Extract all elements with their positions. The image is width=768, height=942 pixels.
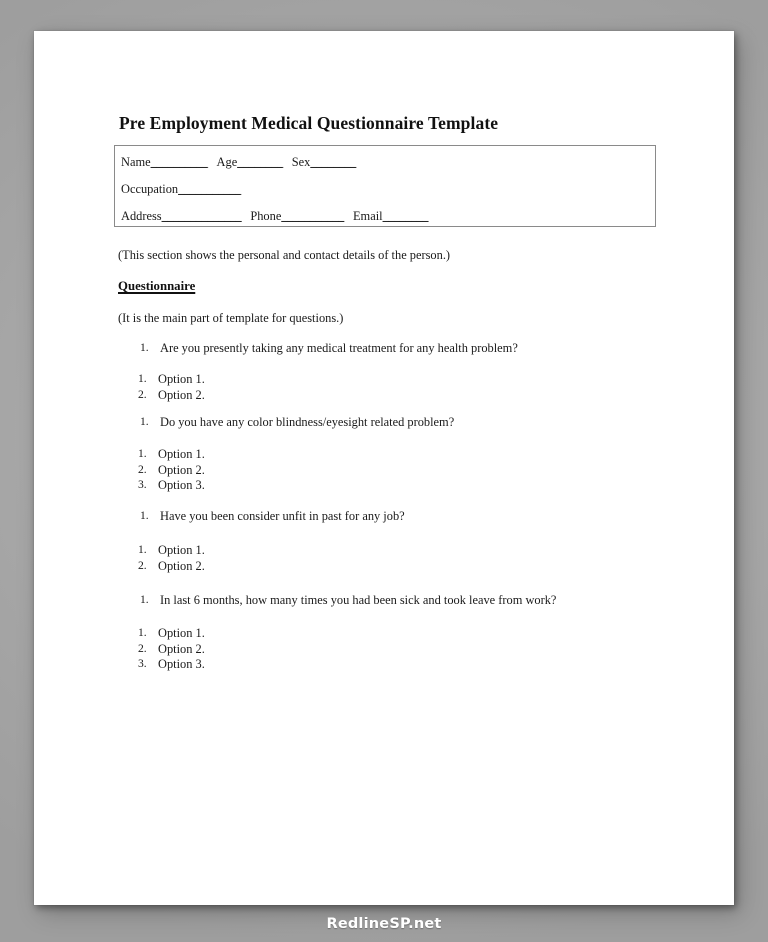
field-label-sex: Sex	[291, 155, 311, 169]
field-blank-age[interactable]: ________	[237, 155, 283, 169]
option-number: 2.	[138, 558, 147, 572]
footer-watermark	[0, 906, 768, 942]
question-number: 1.	[140, 341, 149, 354]
questionnaire-note: (It is the main part of template for questions.)	[118, 311, 344, 325]
option-text[interactable]: Option 2.	[158, 558, 205, 573]
option-number: 3.	[138, 478, 147, 492]
info-row-occupation	[121, 182, 241, 197]
option-text[interactable]: Option 2.	[158, 462, 205, 477]
option-number: 1.	[138, 447, 147, 460]
option-text[interactable]: Option 1.	[158, 543, 205, 557]
option-number: 2.	[138, 641, 147, 655]
option-number: 2.	[138, 387, 147, 401]
field-blank-phone[interactable]: ___________	[281, 209, 344, 223]
question-text: Do you have any color blindness/eyesight related problem?	[160, 415, 455, 429]
personal-details-note: (This section shows the personal and contact details of the person.)	[118, 248, 451, 262]
field-blank-name[interactable]: __________	[150, 155, 208, 169]
question-text: Are you presently taking any medical treatment for any health problem?	[160, 341, 518, 355]
field-blank-sex[interactable]: ________	[310, 155, 356, 169]
section-heading-questionnaire: Questionnaire	[118, 279, 196, 293]
question-number: 1.	[140, 593, 149, 606]
option-number: 1.	[138, 543, 147, 556]
option-text[interactable]: Option 1.	[158, 447, 205, 461]
watermark-label: RedlineSP.net	[326, 916, 442, 932]
question-text: Have you been consider unfit in past for any job?	[160, 509, 405, 523]
document-content	[34, 31, 734, 905]
field-blank-email[interactable]: ________	[382, 209, 429, 223]
option-text[interactable]: Option 3.	[158, 657, 205, 672]
question-number: 1.	[140, 509, 149, 522]
option-number: 2.	[138, 462, 147, 476]
option-number: 1.	[138, 626, 147, 639]
option-number: 1.	[138, 372, 147, 385]
field-label-phone: Phone	[250, 209, 282, 223]
info-row-address-phone-email	[121, 209, 428, 224]
option-text[interactable]: Option 2.	[158, 387, 205, 402]
document-title: Pre Employment Medical Questionnaire Template	[119, 113, 499, 133]
field-label-name: Name	[121, 155, 151, 169]
question-text: In last 6 months, how many times you had been sick and took leave from work?	[160, 593, 557, 607]
option-number: 3.	[138, 657, 147, 671]
personal-details-box	[114, 145, 656, 227]
field-blank-address[interactable]: ______________	[161, 209, 242, 223]
option-text[interactable]: Option 1.	[158, 372, 205, 386]
option-text[interactable]: Option 2.	[158, 641, 205, 656]
document-page	[34, 31, 734, 905]
field-label-email: Email	[352, 209, 383, 223]
field-label-address: Address	[121, 209, 162, 223]
info-row-name-age-sex	[121, 155, 356, 170]
field-label-age: Age	[216, 155, 238, 169]
field-label-occupation: Occupation	[121, 182, 179, 196]
question-number: 1.	[140, 415, 149, 428]
option-text[interactable]: Option 3.	[158, 478, 205, 493]
option-text[interactable]: Option 1.	[158, 626, 205, 640]
field-blank-occupation[interactable]: ___________	[178, 182, 241, 196]
